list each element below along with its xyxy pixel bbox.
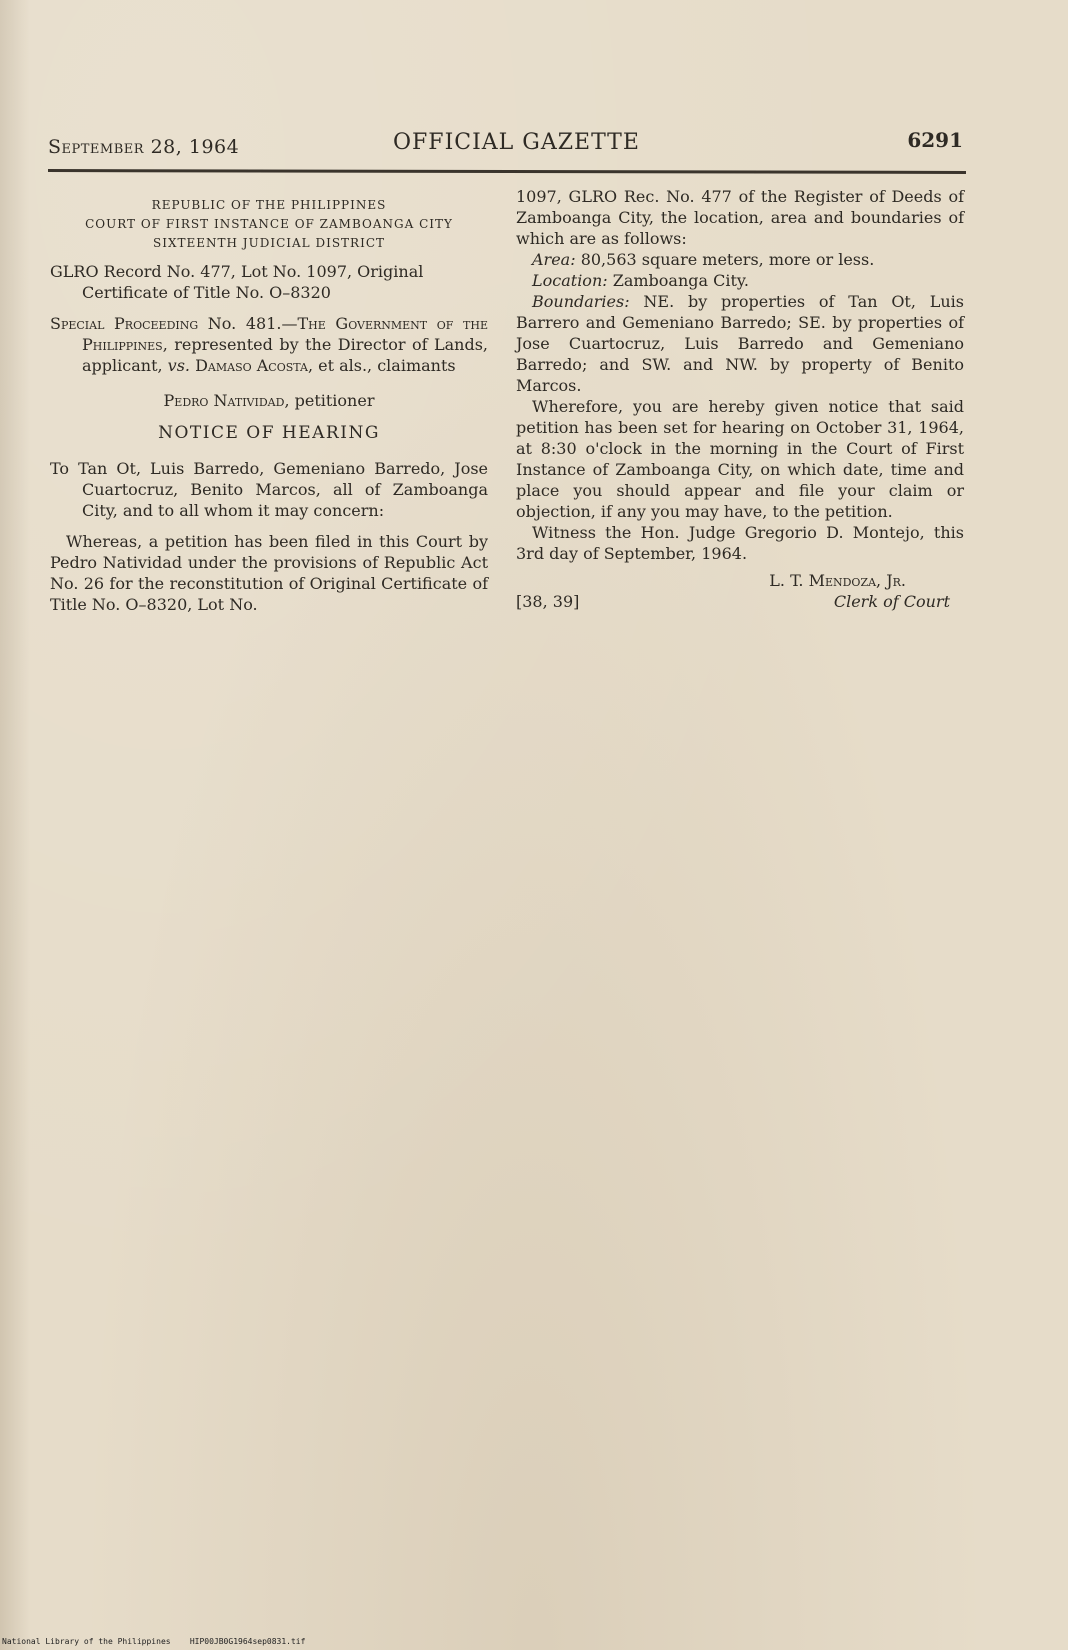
petitioner-line bbox=[50, 390, 488, 411]
petitioner-name: Pedro Natividad bbox=[163, 391, 285, 410]
boundaries-value: NE. by properties of Tan Ot, Luis Barrero and Gemeniano Barredo; SE. by properties of Jose Cuartocruz, Luis Barredo and Gemeniano Barredo; and SW. and NW. by property of Benito Marcos. bbox=[516, 292, 964, 395]
court-line-3: SIXTEENTH JUDICIAL DISTRICT bbox=[152, 236, 385, 250]
location-label: Location: bbox=[532, 271, 608, 290]
signature-row bbox=[516, 591, 964, 613]
proceeding-number: No. 481.— bbox=[198, 314, 298, 333]
proceeding-applicant: , represented by the Director of Lands, applicant, bbox=[82, 335, 488, 375]
signatory-name: L. T. Mendoza, Jr. bbox=[769, 571, 906, 590]
location-value: Zamboanga City. bbox=[607, 271, 749, 290]
scan-footer bbox=[2, 1637, 305, 1646]
location-line bbox=[516, 270, 964, 291]
versus: vs. bbox=[167, 356, 191, 375]
page-header bbox=[48, 128, 963, 168]
continuation-paragraph: 1097, GLRO Rec. No. 477 of the Register of Deeds of Zamboanga City, the location, area and boundaries of which are as follows: bbox=[516, 187, 964, 248]
issue-date: September 28, 1964 bbox=[48, 136, 240, 158]
footer-file: HIP00JB0G1964sep0831.tif bbox=[189, 1637, 306, 1646]
boundaries-paragraph bbox=[516, 291, 964, 396]
signatory-title: Clerk of Court bbox=[833, 592, 950, 611]
boundaries-label: Boundaries: bbox=[532, 292, 630, 311]
record-line: GLRO Record No. 477, Lot No. 1097, Original Certificate of Title No. O–8320 bbox=[50, 262, 424, 302]
page-number: 6291 bbox=[907, 128, 963, 152]
right-column bbox=[516, 186, 964, 613]
area-label: Area: bbox=[532, 250, 576, 269]
issue-reference: [38, 39] bbox=[516, 592, 580, 611]
area-value: 80,563 square meters, more or less. bbox=[575, 250, 875, 269]
footer-source: National Library of the Philippines bbox=[2, 1637, 171, 1646]
party-claimant: Damaso Acosta bbox=[190, 356, 308, 375]
area-line bbox=[516, 249, 964, 270]
whereas-paragraph: Whereas, a petition has been filed in this Court by Pedro Natividad under the provisions of Republic Act No. 26 for the reconstitution of Original Certificate of Title No. O–8320, Lot No. bbox=[50, 532, 488, 614]
petitioner-role: , petitioner bbox=[284, 391, 375, 410]
court-line-2: COURT OF FIRST INSTANCE OF ZAMBOANGA CITY bbox=[85, 217, 453, 231]
party-government: The Government of the Philippines bbox=[82, 314, 489, 354]
notice-title: NOTICE OF HEARING bbox=[158, 423, 380, 443]
proceeding-caption bbox=[50, 313, 488, 376]
addressees: To Tan Ot, Luis Barredo, Gemeniano Barredo, Jose Cuartocruz, Benito Marcos, all of Zamboanga City, and to all whom it may concern: bbox=[50, 459, 488, 520]
proceeding-label: Special Proceeding bbox=[50, 314, 199, 333]
proceeding-claimants: , et als., claimants bbox=[307, 356, 456, 375]
court-line-1: REPUBLIC OF THE PHILIPPINES bbox=[151, 198, 387, 212]
publication-title: OFFICIAL GAZETTE bbox=[393, 130, 640, 155]
witness-paragraph: Witness the Hon. Judge Gregorio D. Montejo, this 3rd day of September, 1964. bbox=[516, 523, 964, 563]
left-column bbox=[50, 196, 488, 615]
wherefore-paragraph: Wherefore, you are hereby given notice that said petition has been set for hearing on October 31, 1964, at 8:30 o'clock in the morning in the Court of First Instance of Zamboanga City, on which date, time and place you should appear and file your claim or objection, if any you may have, to the petition. bbox=[516, 397, 964, 521]
